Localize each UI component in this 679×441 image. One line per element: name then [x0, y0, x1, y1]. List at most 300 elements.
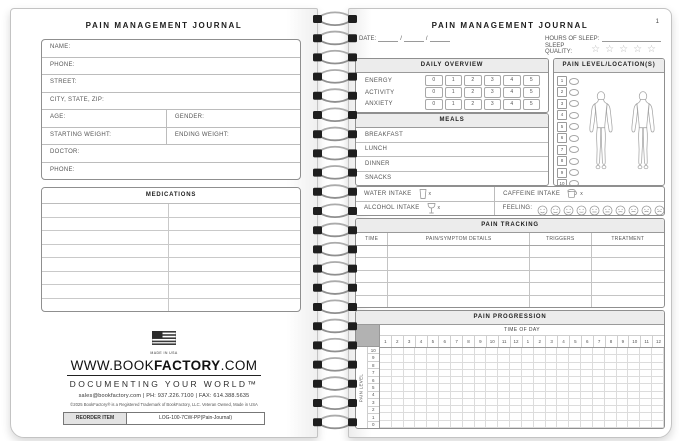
medication-cell [42, 258, 168, 271]
progression-cell [463, 399, 475, 406]
pain-level-tick: 8 [368, 362, 379, 369]
progression-cell [392, 406, 404, 413]
progression-cell [652, 384, 664, 391]
progression-cell [557, 355, 569, 362]
overview-row [356, 87, 548, 99]
alcohol-intake-cell [356, 202, 494, 216]
progression-cell [605, 384, 617, 391]
medications-box [41, 187, 301, 312]
pain-level-row [557, 122, 580, 132]
time-column-header: 7 [451, 336, 463, 347]
copyright-line: ©2025 BookFactory® is a Registered Trademark of BookFactory, LLC. Veteran Owned, Made in USA [70, 402, 258, 407]
pain-level-number: 6 [557, 133, 567, 143]
progression-cell [439, 370, 451, 377]
field-label: GENDER: [166, 110, 300, 127]
progression-row [380, 392, 664, 399]
tracking-cell [592, 246, 664, 257]
progression-row [380, 355, 664, 362]
progression-cell [569, 399, 581, 406]
progression-cell [510, 384, 522, 391]
sleep-quality-stars [591, 45, 661, 55]
feeling-face-icon [654, 203, 665, 214]
progression-cell [486, 399, 498, 406]
pain-tracking-column-headers [356, 233, 664, 246]
tracking-cell [356, 283, 388, 294]
progression-grid [380, 348, 664, 428]
progression-cell [534, 384, 546, 391]
caffeine-intake-label: CAFFEINE INTAKE [503, 190, 561, 197]
field-label: AGE: [50, 114, 66, 120]
tracking-cell [530, 271, 592, 282]
pain-level-circle [569, 135, 579, 142]
tracking-cell [530, 246, 592, 257]
progression-cell [486, 406, 498, 413]
progression-cell [510, 363, 522, 370]
rating-box: 5 [523, 75, 541, 86]
feeling-label: FEELING: [502, 205, 533, 212]
progression-cell [475, 406, 487, 413]
progression-left-axis [356, 325, 380, 428]
time-column-header: 12 [511, 336, 523, 347]
progression-cell [404, 348, 416, 355]
progression-cell [439, 399, 451, 406]
feeling-cell [494, 202, 664, 216]
rating-box: 3 [484, 87, 502, 98]
progression-cell [557, 399, 569, 406]
progression-cell [427, 399, 439, 406]
progression-cell [380, 363, 392, 370]
progression-row [380, 406, 664, 413]
rating-scale [425, 87, 540, 98]
progression-cell [522, 392, 534, 399]
progression-cell [605, 413, 617, 420]
info-row [42, 110, 300, 128]
progression-cell [392, 370, 404, 377]
progression-cell [546, 392, 558, 399]
progression-cell [640, 413, 652, 420]
progression-cell [605, 377, 617, 384]
progression-cell [617, 355, 629, 362]
rating-box: 1 [445, 87, 463, 98]
overview-row-label: ACTIVITY [365, 89, 395, 96]
feeling-face-icon [602, 203, 613, 214]
hours-of-sleep-label: HOURS OF SLEEP: [545, 36, 600, 42]
date-month-blank [378, 35, 398, 42]
pain-level-circle [569, 158, 579, 165]
progression-cell [581, 399, 593, 406]
progression-row [380, 413, 664, 420]
progression-cell [534, 370, 546, 377]
pain-level-tick: 2 [368, 407, 379, 414]
progression-row [380, 370, 664, 377]
progression-cell [534, 399, 546, 406]
progression-cell [617, 421, 629, 428]
medications-rows [42, 204, 300, 311]
rating-box: 2 [464, 87, 482, 98]
progression-cell [652, 377, 664, 384]
progression-cell [427, 392, 439, 399]
time-column-header: 6 [582, 336, 594, 347]
progression-cell [486, 348, 498, 355]
progression-cell [557, 370, 569, 377]
time-column-header: 12 [656, 339, 662, 344]
medication-cell [168, 245, 300, 258]
tracking-column-header: PAIN/SYMPTOM DETAILS [388, 233, 530, 245]
progression-cell [415, 384, 427, 391]
progression-cell [380, 413, 392, 420]
progression-cell [640, 377, 652, 384]
progression-cell [475, 421, 487, 428]
progression-cell [427, 348, 439, 355]
spiral-binding [312, 9, 358, 433]
tracking-row [356, 271, 664, 283]
pain-level-row [557, 99, 580, 109]
progression-cell [617, 399, 629, 406]
progression-cell [510, 421, 522, 428]
sleep-quality-row [545, 42, 661, 55]
rating-box: 4 [503, 87, 521, 98]
overview-row-label: ANXIETY [365, 101, 393, 108]
tracking-row [356, 258, 664, 270]
date-day-blank [404, 35, 424, 42]
time-column-header: 11 [499, 336, 511, 347]
progression-cell [581, 363, 593, 370]
pain-level-ticks [368, 347, 380, 428]
rating-box: 3 [484, 99, 502, 110]
progression-cell [510, 355, 522, 362]
time-column-header: 5 [428, 336, 440, 347]
progression-cell [522, 421, 534, 428]
tracking-cell [388, 271, 530, 282]
progression-cell [380, 399, 392, 406]
progression-cell [546, 406, 558, 413]
progression-cell [451, 355, 463, 362]
progression-cell [463, 363, 475, 370]
progression-cell [475, 413, 487, 420]
pain-tracking-rows [356, 246, 664, 307]
progression-cell [498, 370, 510, 377]
progression-cell [581, 370, 593, 377]
medication-cell [42, 299, 168, 312]
progression-cell [439, 406, 451, 413]
meal-label: BREAKFAST [365, 131, 404, 138]
progression-cell [392, 413, 404, 420]
progression-cell [652, 421, 664, 428]
progression-cell [593, 392, 605, 399]
progression-cell [522, 363, 534, 370]
progression-cell [569, 406, 581, 413]
progression-row [380, 377, 664, 384]
progression-cell [652, 348, 664, 355]
date-row [359, 35, 452, 42]
medication-cell [42, 231, 168, 244]
progression-cell [522, 348, 534, 355]
pain-level-tick: 5 [368, 384, 379, 391]
progression-cell [463, 348, 475, 355]
pain-level-number: 9 [557, 168, 567, 178]
progression-cell [380, 384, 392, 391]
time-column-header: 10 [487, 336, 499, 347]
progression-cell [439, 421, 451, 428]
progression-cell [593, 348, 605, 355]
progression-cell [534, 392, 546, 399]
pain-level-tick: 4 [368, 392, 379, 399]
reorder-item-label: REORDER ITEM [64, 413, 127, 424]
tracking-column-header: TREATMENT [611, 236, 645, 242]
progression-cell [392, 355, 404, 362]
caffeine-intake-cell [494, 187, 664, 201]
medication-row [42, 204, 300, 218]
progression-cell [581, 377, 593, 384]
progression-cell [404, 399, 416, 406]
medication-cell [42, 272, 168, 285]
rating-box: 0 [425, 75, 443, 86]
progression-cell [380, 355, 392, 362]
rating-scale [425, 99, 540, 110]
progression-cell [605, 399, 617, 406]
tracking-column-header: TIME [356, 233, 388, 245]
wine-glass-icon [427, 203, 436, 214]
body-outline-icon [580, 76, 664, 184]
progression-cell [605, 421, 617, 428]
progression-row [380, 399, 664, 406]
sleep-block [545, 29, 661, 55]
progression-cell [475, 363, 487, 370]
star-icon: ☆ [647, 44, 661, 55]
rating-box: 0 [425, 99, 443, 110]
progression-cell [628, 413, 640, 420]
medication-row [42, 258, 300, 272]
medications-header: MEDICATIONS [42, 188, 300, 204]
info-row [42, 145, 300, 163]
progression-cell [569, 413, 581, 420]
progression-cell [498, 348, 510, 355]
progression-cell [404, 370, 416, 377]
progression-cell [451, 406, 463, 413]
progression-cell [569, 384, 581, 391]
progression-cell [522, 384, 534, 391]
tracking-cell [592, 296, 664, 307]
progression-cell [640, 348, 652, 355]
progression-cell [534, 413, 546, 420]
page-title: PAIN MANAGEMENT JOURNAL [431, 21, 589, 30]
feeling-faces [537, 203, 665, 214]
field-label: STARTING WEIGHT: [50, 131, 112, 138]
tracking-cell [356, 246, 388, 257]
meal-row [356, 157, 548, 172]
feeling-face-icon [576, 203, 587, 214]
tracking-cell [530, 258, 592, 269]
reorder-item-row [63, 412, 265, 425]
progression-cell [392, 392, 404, 399]
progression-cell [640, 399, 652, 406]
coffee-cup-icon [567, 189, 578, 198]
page-title: PAIN MANAGEMENT JOURNAL [85, 21, 243, 30]
meals-box [355, 113, 549, 186]
feeling-face-icon [537, 203, 548, 214]
progression-cell [628, 363, 640, 370]
water-glass-icon [419, 189, 427, 199]
progression-cell [628, 392, 640, 399]
progression-cell [392, 421, 404, 428]
progression-cell [475, 392, 487, 399]
progression-cell [557, 421, 569, 428]
progression-cell [569, 377, 581, 384]
pain-level-circle [569, 146, 579, 153]
progression-cell [404, 413, 416, 420]
alcohol-times-symbol: x [437, 205, 441, 212]
progression-cell [628, 355, 640, 362]
overview-row [356, 98, 548, 110]
medication-cell [42, 285, 168, 298]
medication-cell [42, 204, 168, 217]
progression-cell [581, 413, 593, 420]
daily-overview-rows [356, 73, 548, 112]
star-icon: ☆ [619, 44, 634, 55]
page-number: 1 [655, 19, 659, 25]
time-column-header: 7 [594, 336, 606, 347]
water-intake-cell [356, 187, 494, 201]
progression-cell [640, 370, 652, 377]
progression-cell [427, 384, 439, 391]
progression-cell [404, 392, 416, 399]
progression-row [380, 363, 664, 370]
medication-cell [168, 299, 300, 312]
pain-level-row [557, 156, 580, 166]
meal-row [356, 172, 548, 186]
progression-cell [486, 392, 498, 399]
meal-row [356, 128, 548, 143]
feeling-face-icon [628, 203, 639, 214]
bookfactory-footer [21, 331, 307, 425]
progression-cell [380, 370, 392, 377]
medication-cell [42, 218, 168, 231]
progression-cell [498, 363, 510, 370]
progression-cell [415, 399, 427, 406]
progression-cell [439, 348, 451, 355]
progression-cell [463, 355, 475, 362]
progression-cell [510, 399, 522, 406]
progression-cell [652, 392, 664, 399]
progression-axis-area [356, 347, 380, 428]
progression-cell [439, 392, 451, 399]
tracking-row [356, 296, 664, 307]
field-label: DOCTOR: [50, 149, 80, 155]
progression-cell [427, 370, 439, 377]
star-icon: ☆ [605, 44, 620, 55]
progression-cell [404, 363, 416, 370]
pain-progression-box [355, 310, 665, 429]
tracking-cell [530, 283, 592, 294]
pain-level-circle [569, 100, 579, 107]
progression-cell [451, 421, 463, 428]
pain-level-number: 3 [557, 99, 567, 109]
pain-level-circle [569, 169, 579, 176]
tracking-cell [388, 258, 530, 269]
progression-cell [392, 399, 404, 406]
progression-cell [522, 413, 534, 420]
progression-cell [581, 406, 593, 413]
progression-cell [522, 355, 534, 362]
pain-level-location-box [553, 58, 665, 186]
feeling-face-icon [615, 203, 626, 214]
pain-level-tick: 0 [372, 422, 375, 428]
tracking-cell [356, 296, 388, 307]
contact-line: sales@bookfactory.com | PH: 937.226.7100 | FAX: 614.388.5635 [78, 393, 250, 399]
progression-grid-area [380, 325, 664, 428]
progression-corner-cell [356, 325, 380, 347]
time-column-header: 3 [404, 336, 416, 347]
progression-cell [392, 377, 404, 384]
progression-cell [546, 421, 558, 428]
progression-cell [593, 413, 605, 420]
progression-row [380, 384, 664, 391]
time-column-header: 9 [618, 336, 630, 347]
time-column-header: 4 [558, 336, 570, 347]
overview-row-label: ENERGY [365, 77, 393, 84]
progression-cell [404, 406, 416, 413]
info-row [42, 58, 300, 76]
progression-cell [522, 377, 534, 384]
progression-cell [628, 384, 640, 391]
rating-box: 4 [503, 75, 521, 86]
medication-cell [168, 204, 300, 217]
info-row [42, 128, 300, 146]
pain-level-location-header: PAIN LEVEL/LOCATION(S) [554, 59, 664, 73]
medication-cell [168, 285, 300, 298]
progression-cell [415, 370, 427, 377]
progression-cell [475, 348, 487, 355]
progression-cell [605, 392, 617, 399]
water-intake-label: WATER INTAKE [364, 190, 412, 197]
progression-cell [475, 384, 487, 391]
progression-cell [581, 348, 593, 355]
pain-level-row [557, 87, 580, 97]
medication-row [42, 272, 300, 286]
progression-cell [475, 355, 487, 362]
rating-box: 4 [503, 99, 521, 110]
progression-cell [498, 413, 510, 420]
medication-cell [168, 231, 300, 244]
progression-cell [380, 406, 392, 413]
progression-cell [486, 384, 498, 391]
progression-cell [486, 413, 498, 420]
progression-row [380, 421, 664, 428]
progression-cell [498, 384, 510, 391]
progression-cell [475, 370, 487, 377]
progression-cell [486, 355, 498, 362]
pain-level-circle [569, 78, 579, 85]
progression-cell [593, 355, 605, 362]
intake-box [355, 186, 665, 216]
rating-box: 5 [523, 99, 541, 110]
field-label: STREET: [50, 79, 77, 85]
progression-cell [463, 392, 475, 399]
hours-of-sleep-row [545, 29, 661, 42]
bookfactory-logo: WWW.BOOKFACTORY.COM [67, 358, 262, 376]
progression-cell [522, 370, 534, 377]
pain-level-number: 4 [557, 110, 567, 120]
pain-level-tick: 9 [368, 354, 379, 361]
progression-cell [439, 363, 451, 370]
field-label: PHONE: [50, 166, 75, 173]
medication-row [42, 299, 300, 312]
progression-cell [628, 377, 640, 384]
pain-tracking-box [355, 218, 665, 308]
time-column-header: 10 [629, 336, 641, 347]
progression-cell [546, 377, 558, 384]
progression-cell [498, 355, 510, 362]
